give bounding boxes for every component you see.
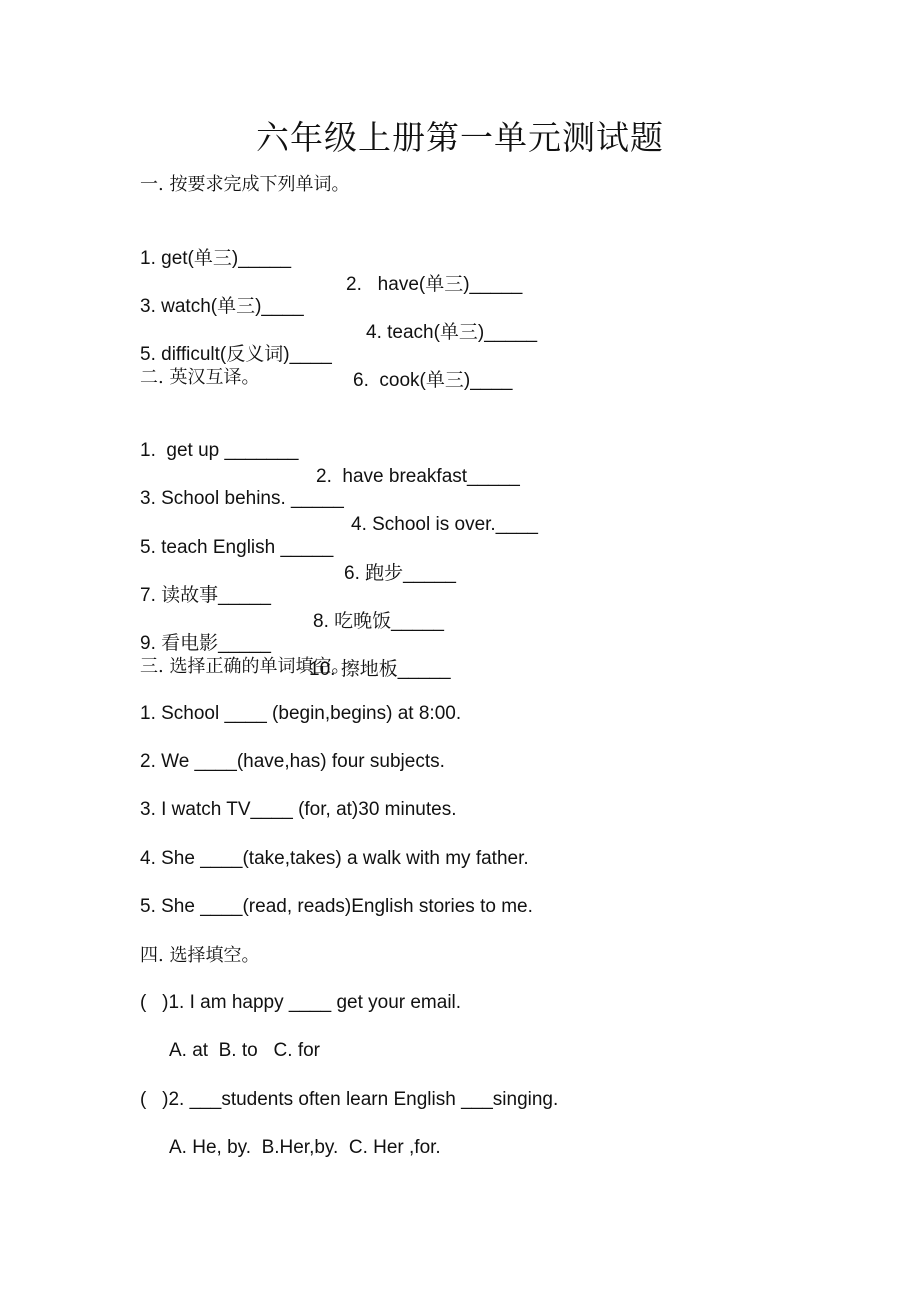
multiple-choice-question: ( )2. ___students often learn English ___singing. <box>140 1089 559 1110</box>
question-item: 3. watch(单三)____ <box>140 296 304 317</box>
question-item: 8. 吃晚饭_____ <box>313 611 444 632</box>
question-item: 2. have(单三)_____ <box>346 274 523 295</box>
question-item: 5. teach English _____ <box>140 537 334 558</box>
question-item: 5. difficult(反义词)____ <box>140 344 332 365</box>
fill-blank-item: 4. She ____(take,takes) a walk with my father. <box>140 848 529 869</box>
question-item: 9. 看电影_____ <box>140 633 271 654</box>
question-item: 2. have breakfast_____ <box>316 466 520 487</box>
section-4-heading: 四. 选择填空。 <box>140 945 260 966</box>
question-item: 4. School is over.____ <box>351 514 538 535</box>
question-item: 6. cook(单三)____ <box>353 370 513 391</box>
multiple-choice-options: A. at B. to C. for <box>169 1040 320 1061</box>
fill-blank-item: 2. We ____(have,has) four subjects. <box>140 751 445 772</box>
fill-blank-item: 1. School ____ (begin,begins) at 8:00. <box>140 703 462 724</box>
multiple-choice-options: A. He, by. B.Her,by. C. Her ,for. <box>169 1137 441 1158</box>
section-1-heading: 一. 按要求完成下列单词。 <box>140 174 350 195</box>
question-item: 7. 读故事_____ <box>140 585 271 606</box>
question-item: 10. 擦地板_____ <box>309 659 451 680</box>
fill-blank-item: 5. She ____(read, reads)English stories to me. <box>140 896 533 917</box>
question-item: 1. get(单三)_____ <box>140 248 292 269</box>
question-item: 4. teach(单三)_____ <box>366 322 538 343</box>
section-2-heading: 二. 英汉互译。 <box>140 367 260 388</box>
question-item: 1. get up _______ <box>140 440 299 461</box>
question-item: 6. 跑步_____ <box>344 563 456 584</box>
question-item: 3. School behins. _____ <box>140 488 344 509</box>
page-title: 六年级上册第一单元测试题 <box>256 118 664 157</box>
fill-blank-item: 3. I watch TV____ (for, at)30 minutes. <box>140 799 457 820</box>
section-3-heading: 三. 选择正确的单词填空。 <box>140 656 350 677</box>
multiple-choice-question: ( )1. I am happy ____ get your email. <box>140 992 462 1013</box>
